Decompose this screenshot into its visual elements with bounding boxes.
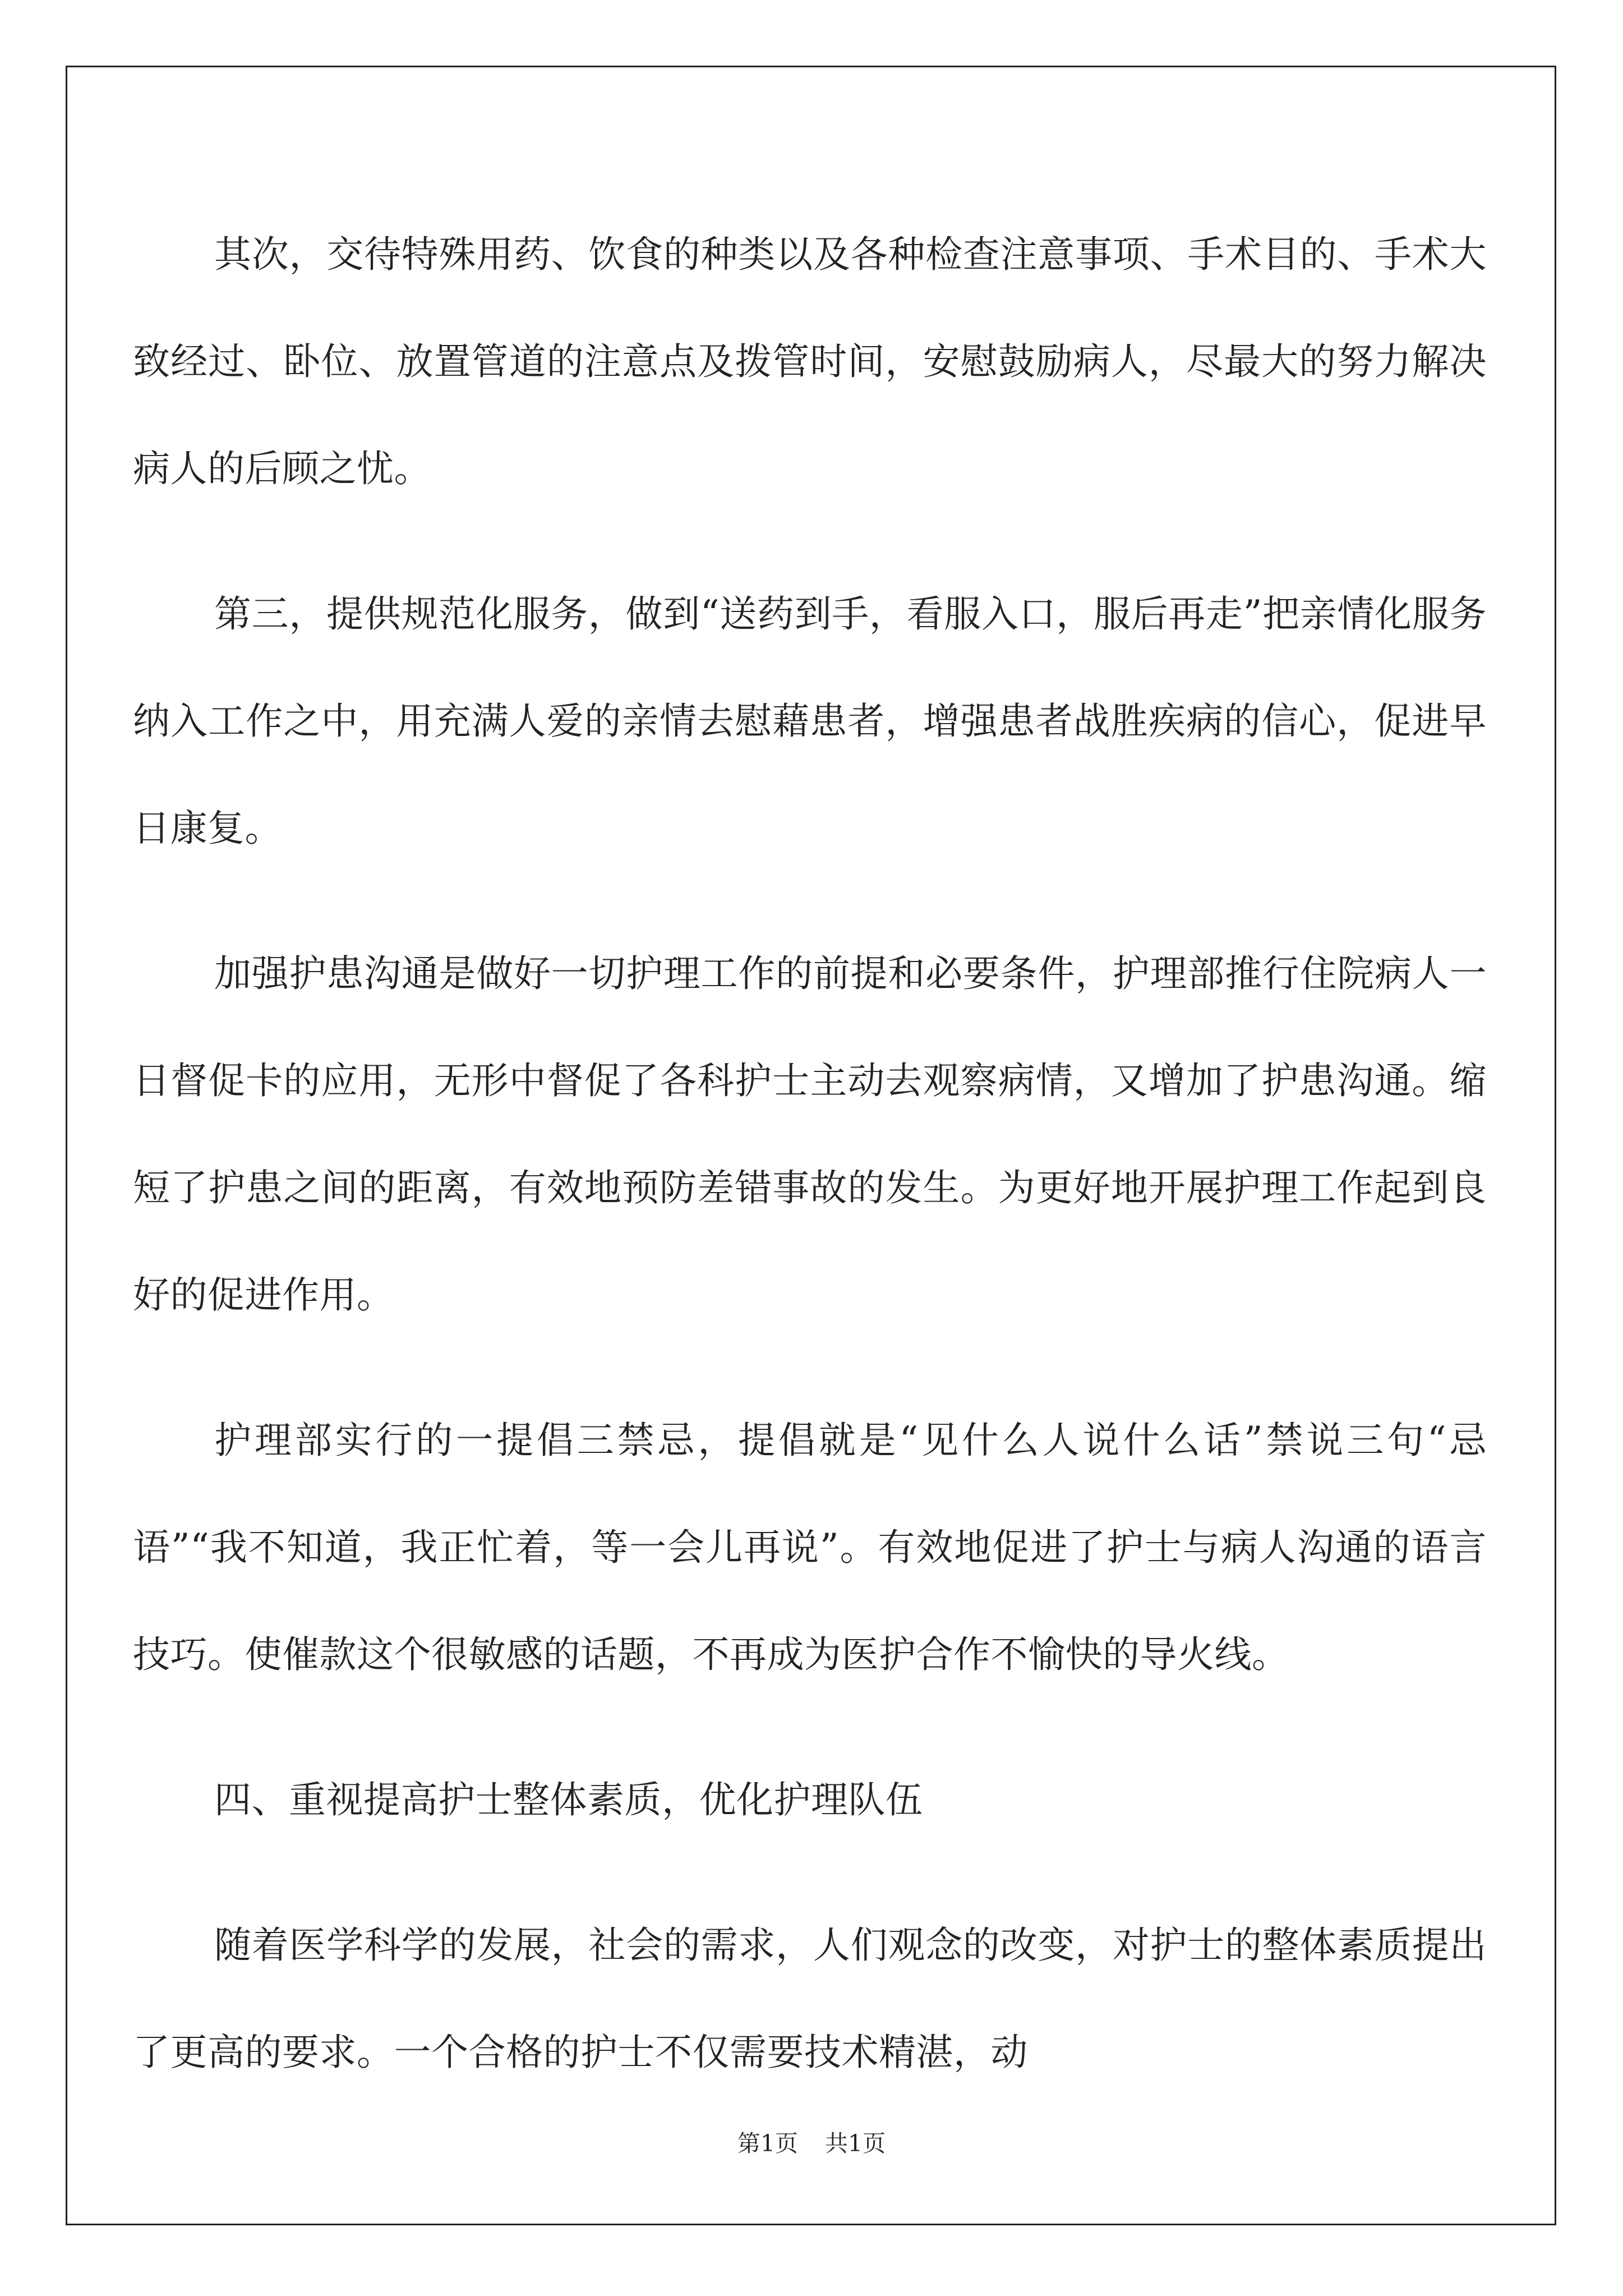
document-body	[133, 201, 1487, 2144]
page-footer	[0, 2125, 1623, 2158]
paragraph: 加强护患沟通是做好一切护理工作的前提和必要条件，护理部推行住院病人一日督促卡的应用，无形中督促了各科护士主动去观察病情，又增加了护患沟通。缩短了护患之间的距离，有效地预防差错事故的发生。为更好地开展护理工作起到良好的促进作用。	[133, 952, 1487, 1317]
section-heading: 四、重视提高护士整体素质，优化护理队伍	[214, 1778, 923, 1821]
page-number: 第1页	[737, 2130, 798, 2157]
paragraph: 第三，提供规范化服务，做到“送药到手，看服入口，服后再走”把亲情化服务纳入工作之中，用充满人爱的亲情去慰藉患者，增强患者战胜疾病的信心，促进早日康复。	[133, 592, 1487, 850]
page-total: 共1页	[825, 2130, 886, 2157]
paragraph: 其次，交待特殊用药、饮食的种类以及各种检查注意事项、手术目的、手术大致经过、卧位、放置管道的注意点及拨管时间，安慰鼓励病人，尽最大的努力解决病人的后顾之忧。	[133, 233, 1487, 490]
paragraph: 随着医学科学的发展，社会的需求，人们观念的改变，对护士的整体素质提出了更高的要求。一个合格的护士不仅需要技术精湛，动	[133, 1924, 1487, 2074]
paragraph: 护理部实行的一提倡三禁忌，提倡就是“见什么人说什么话”禁说三句“忌语”“我不知道，我正忙着，等一会儿再说”。有效地促进了护士与病人沟通的语言技巧。使催款这个很敏感的话题，不再成为医护合作不愉快的导火线。	[133, 1419, 1487, 1676]
